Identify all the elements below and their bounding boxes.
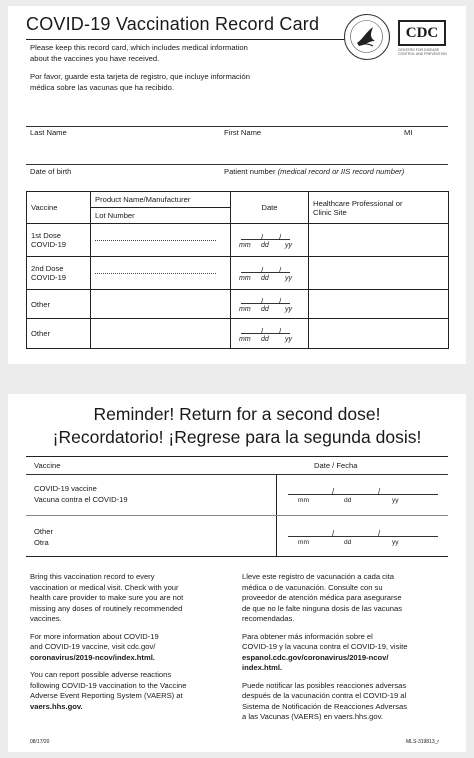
yy-label: yy: [285, 335, 292, 343]
intro-english: [30, 43, 248, 64]
card-title: COVID-19 Vaccination Record Card: [26, 14, 320, 34]
date-entry: / / mm dd yy: [239, 297, 292, 313]
row-label: [27, 257, 91, 290]
header-product: [91, 192, 231, 224]
info-english-p3: You can report possible adverse reactions following COVID-19 vaccination to the Vaccine Adverse Event Reporting System (VAERS) at vaers.hhs.gov.: [30, 670, 230, 712]
info-english-p2: For more information about COVID-19 and COVID-19 vaccine, visit cdc.gov/ coronavirus/2019-ncov/index.html.: [30, 632, 230, 664]
site-cell[interactable]: [309, 224, 449, 257]
dd-label: dd: [344, 539, 352, 546]
info-spanish-p2: Para obtener más información sobre el COVID-19 y la vacuna contra el COVID-19, visite espanol.cdc.gov/coronavirus/2019-ncov/ index.html.: [242, 632, 457, 674]
dd-label: dd: [261, 306, 269, 313]
header-site-line-2: Clinic Site: [313, 207, 347, 217]
reminder-table: [26, 456, 448, 557]
reminder-title-spanish: ¡Recordatorio! ¡Regrese para la segunda dosis!: [52, 427, 422, 447]
site-cell[interactable]: [309, 257, 449, 290]
product-lot-cell[interactable]: [91, 290, 231, 319]
date-cell[interactable]: [231, 257, 309, 290]
header-lot-number: Lot Number: [95, 211, 135, 220]
dd-label: dd: [344, 497, 352, 504]
reminder-row-label-2: Otra: [34, 537, 49, 547]
intro-spanish-line-2: médica sobre las vacunas que ha recibido.: [30, 82, 174, 92]
product-lot-cell[interactable]: [91, 224, 231, 257]
patient-number-label: [224, 167, 404, 178]
footer-code: MLS-319813_r: [406, 739, 440, 745]
patient-number-note: (medical record or IIS record number): [277, 167, 405, 176]
first-name-label: First Name: [224, 128, 262, 137]
cdc-logo-subtext: CENTERS FOR DISEASE CONTROL AND PREVENTION: [398, 48, 447, 56]
mm-label: mm: [239, 335, 251, 343]
patient-number-text: Patient number: [224, 167, 276, 176]
cdc-logo: CDC: [398, 20, 446, 46]
product-dotted-line: [95, 240, 216, 241]
yy-label: yy: [285, 306, 292, 313]
title-divider: [26, 39, 344, 40]
reminder-row-divider: [26, 515, 448, 516]
vaers-link[interactable]: vaers.hhs.gov.: [30, 701, 83, 711]
mm-label: mm: [298, 497, 309, 504]
reminder-row-label-2: Vacuna contra el COVID-19: [34, 494, 128, 504]
reminder-row-covid: [34, 484, 128, 505]
vaccination-card-front: [8, 6, 466, 364]
info-spanish-p1: Lleve este registro de vacunación a cada cita médica o de vacunación. Consulte con su proveedor de atención médica para asegurarse de que no le falte ninguna dosis de las vacunas recomendadas.: [242, 572, 403, 623]
info-spanish-p3: Puede notificar las posibles reacciones adversas después de la vacunación contra el COVID-19 al Sistema de Notificación de Reacciones Adversas a las Vacunas (VAERS) en vaers.hhs.gov.: [242, 680, 408, 721]
footer-date: 08/17/20: [30, 739, 50, 745]
date-cell[interactable]: [231, 319, 309, 349]
vaccination-card-back: [8, 394, 466, 752]
table-row: [27, 319, 449, 349]
site-cell[interactable]: [309, 290, 449, 319]
reminder-row-label-1: Other: [34, 527, 53, 536]
table-header-row: [27, 192, 449, 224]
dob-line: [26, 164, 448, 165]
cdc-link[interactable]: coronavirus/2019-ncov/index.html.: [30, 652, 155, 662]
table-row: [27, 290, 449, 319]
row-label: [27, 224, 91, 257]
header-product-name: Product Name/Manufacturer: [91, 193, 230, 208]
mi-label: MI: [404, 128, 413, 137]
product-dotted-line: [95, 273, 216, 274]
reminder-date-entry[interactable]: / / mm dd yy: [288, 527, 438, 549]
date-cell[interactable]: [231, 224, 309, 257]
reminder-row-label-1: COVID-19 vaccine: [34, 484, 97, 493]
intro-spanish-line-1: Por favor, guarde esta tarjeta de registro, que incluye información: [30, 72, 250, 81]
dd-label: dd: [261, 242, 269, 249]
info-english-p1: Bring this vaccination record to every vaccination or medical visit. Check with your health care provider to make sure you are not missing any doses of routinely recommended vaccines.: [30, 572, 184, 623]
reminder-header-date: Date / Fecha: [314, 461, 358, 470]
date-entry: / / mm dd yy: [239, 326, 292, 343]
header-site-line-1: Healthcare Professional or: [313, 198, 403, 208]
row-label-line-2: COVID-19: [31, 273, 67, 282]
date-entry: / / mm dd yy: [239, 233, 292, 249]
product-lot-cell[interactable]: [91, 319, 231, 349]
mm-label: mm: [239, 275, 251, 282]
table-row: [27, 224, 449, 257]
dob-label: Date of birth: [30, 167, 72, 176]
reminder-row-other: [34, 527, 53, 548]
row-label-line-1: 2nd Dose: [31, 264, 64, 273]
intro-spanish: [30, 72, 250, 93]
date-cell[interactable]: [231, 290, 309, 319]
info-english: [30, 572, 230, 712]
reminder-date-entry[interactable]: / / mm dd yy: [288, 485, 438, 507]
row-label: Other: [27, 319, 91, 349]
hhs-seal-icon: [344, 14, 390, 60]
mm-label: mm: [239, 306, 251, 313]
info-spanish: [242, 572, 457, 723]
name-line: [26, 126, 448, 127]
yy-label: yy: [285, 242, 292, 249]
dd-label: dd: [261, 275, 269, 282]
yy-label: yy: [392, 539, 399, 546]
date-entry: / / mm dd yy: [239, 266, 292, 282]
intro-english-line-2: about the vaccines you have received.: [30, 53, 160, 63]
reminder-title-english: Reminder! Return for a second dose!: [93, 404, 381, 424]
table-row: [27, 257, 449, 290]
intro-english-line-1: Please keep this record card, which includes medical information: [30, 43, 248, 52]
reminder-header-vaccine: Vaccine: [34, 461, 61, 470]
row-label-line-1: 1st Dose: [31, 231, 61, 240]
espanol-cdc-link[interactable]: espanol.cdc.gov/coronavirus/2019-ncov/: [242, 652, 389, 662]
product-lot-cell[interactable]: [91, 257, 231, 290]
header-date: Date: [231, 192, 309, 224]
last-name-label: Last Name: [30, 128, 67, 137]
dd-label: dd: [261, 335, 269, 343]
site-cell[interactable]: [309, 319, 449, 349]
mm-label: mm: [298, 539, 309, 546]
mm-label: mm: [239, 242, 251, 249]
row-label-line-2: COVID-19: [31, 240, 67, 249]
row-label: Other: [27, 290, 91, 319]
header-vaccine: Vaccine: [27, 192, 91, 224]
vaccine-record-table: [26, 191, 449, 349]
yy-label: yy: [285, 275, 292, 282]
reminder-header-divider: [26, 474, 448, 475]
header-site: [309, 192, 449, 224]
yy-label: yy: [392, 497, 399, 504]
